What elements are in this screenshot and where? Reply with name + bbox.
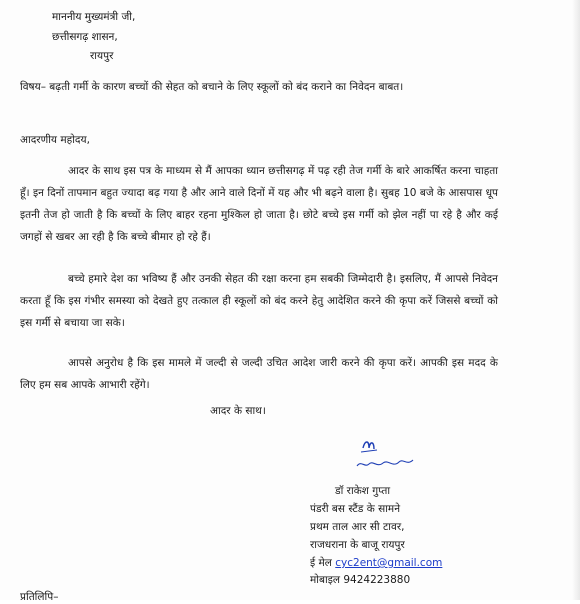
mobile-label: मोबाइल [310,574,340,586]
page-right-edge [572,0,580,600]
recipient-city: रायपुर [90,50,114,62]
body-paragraph-3: आपसे अनुरोध है कि इस मामले में जल्दी से जल्दी उचित आदेश जारी करने की कृपा करें। आपकी इस मदद के लिए हम सब आपके आभारी रहेंगे। [20,357,498,391]
sender-email-row [310,556,442,570]
cc-label: प्रतिलिपि– [20,591,59,603]
sender-address-3: राजधराना के बाजू रायपुर [310,539,405,551]
sender-address-1: पंडरी बस स्टैंड के सामने [310,503,401,515]
body-paragraph-2: बच्चे हमारे देश का भविष्य हैं और उनकी सेहत की रक्षा करना हम सबकी जिम्मेदारी है। इसलिए, मैं आपसे निवेदन करता हूँ कि इस गंभीर समस्या को देखते हुए तत्काल ही स्कूलों को बंद करने हेतु आदेशित करने की कृपा करें जिससे बच्चों को इस गर्मी से बचाया जा सके। [20,273,498,329]
sender-address-2: प्रथम ताल आर सी टावर, [310,521,405,533]
body-paragraph-1: आदर के साथ इस पत्र के माध्यम से मैं आपका ध्यान छत्तीसगढ़ में पढ़ रही तेज गर्मी के बारे आकर्षित करना चाहता हूँ। इन दिनों तापमान बहुत ज्यादा बढ़ गया है और आने वाले दिनों में यह और भी बढ़ने वाला है। सुबह 10 बजे के आसपास धूप इतनी तेज हो जाती है कि बच्चों के लिए बाहर रहना मुश्किल हो जाता है। छोटे बच्चे इस गर्मी को झेल नहीं पा रहे है और कई जगहों से खबर आ रही है कि बच्चे बीमार हो रहे हैं। [20,165,498,243]
email-label: ई मेल [310,557,332,569]
closing: आदर के साथ। [210,405,266,417]
sender-name: डॉ राकेश गुप्ता [335,485,391,497]
handwritten-signature [355,438,415,474]
mobile-number: 9424223880 [343,574,411,586]
salutation: आदरणीय महोदय, [20,134,90,146]
recipient-office: छत्तीसगढ़ शासन, [52,31,118,43]
recipient-title: माननीय मुख्यमंत्री जी, [52,11,136,23]
sender-mobile-row [310,573,410,587]
subject-line: विषय– बढ़ती गर्मी के कारण बच्चों की सेहत को बचाने के लिए स्कूलों को बंद कराने का निवेदन बाबत। [20,81,404,93]
email-link[interactable]: cyc2ent@gmail.com [335,557,443,569]
